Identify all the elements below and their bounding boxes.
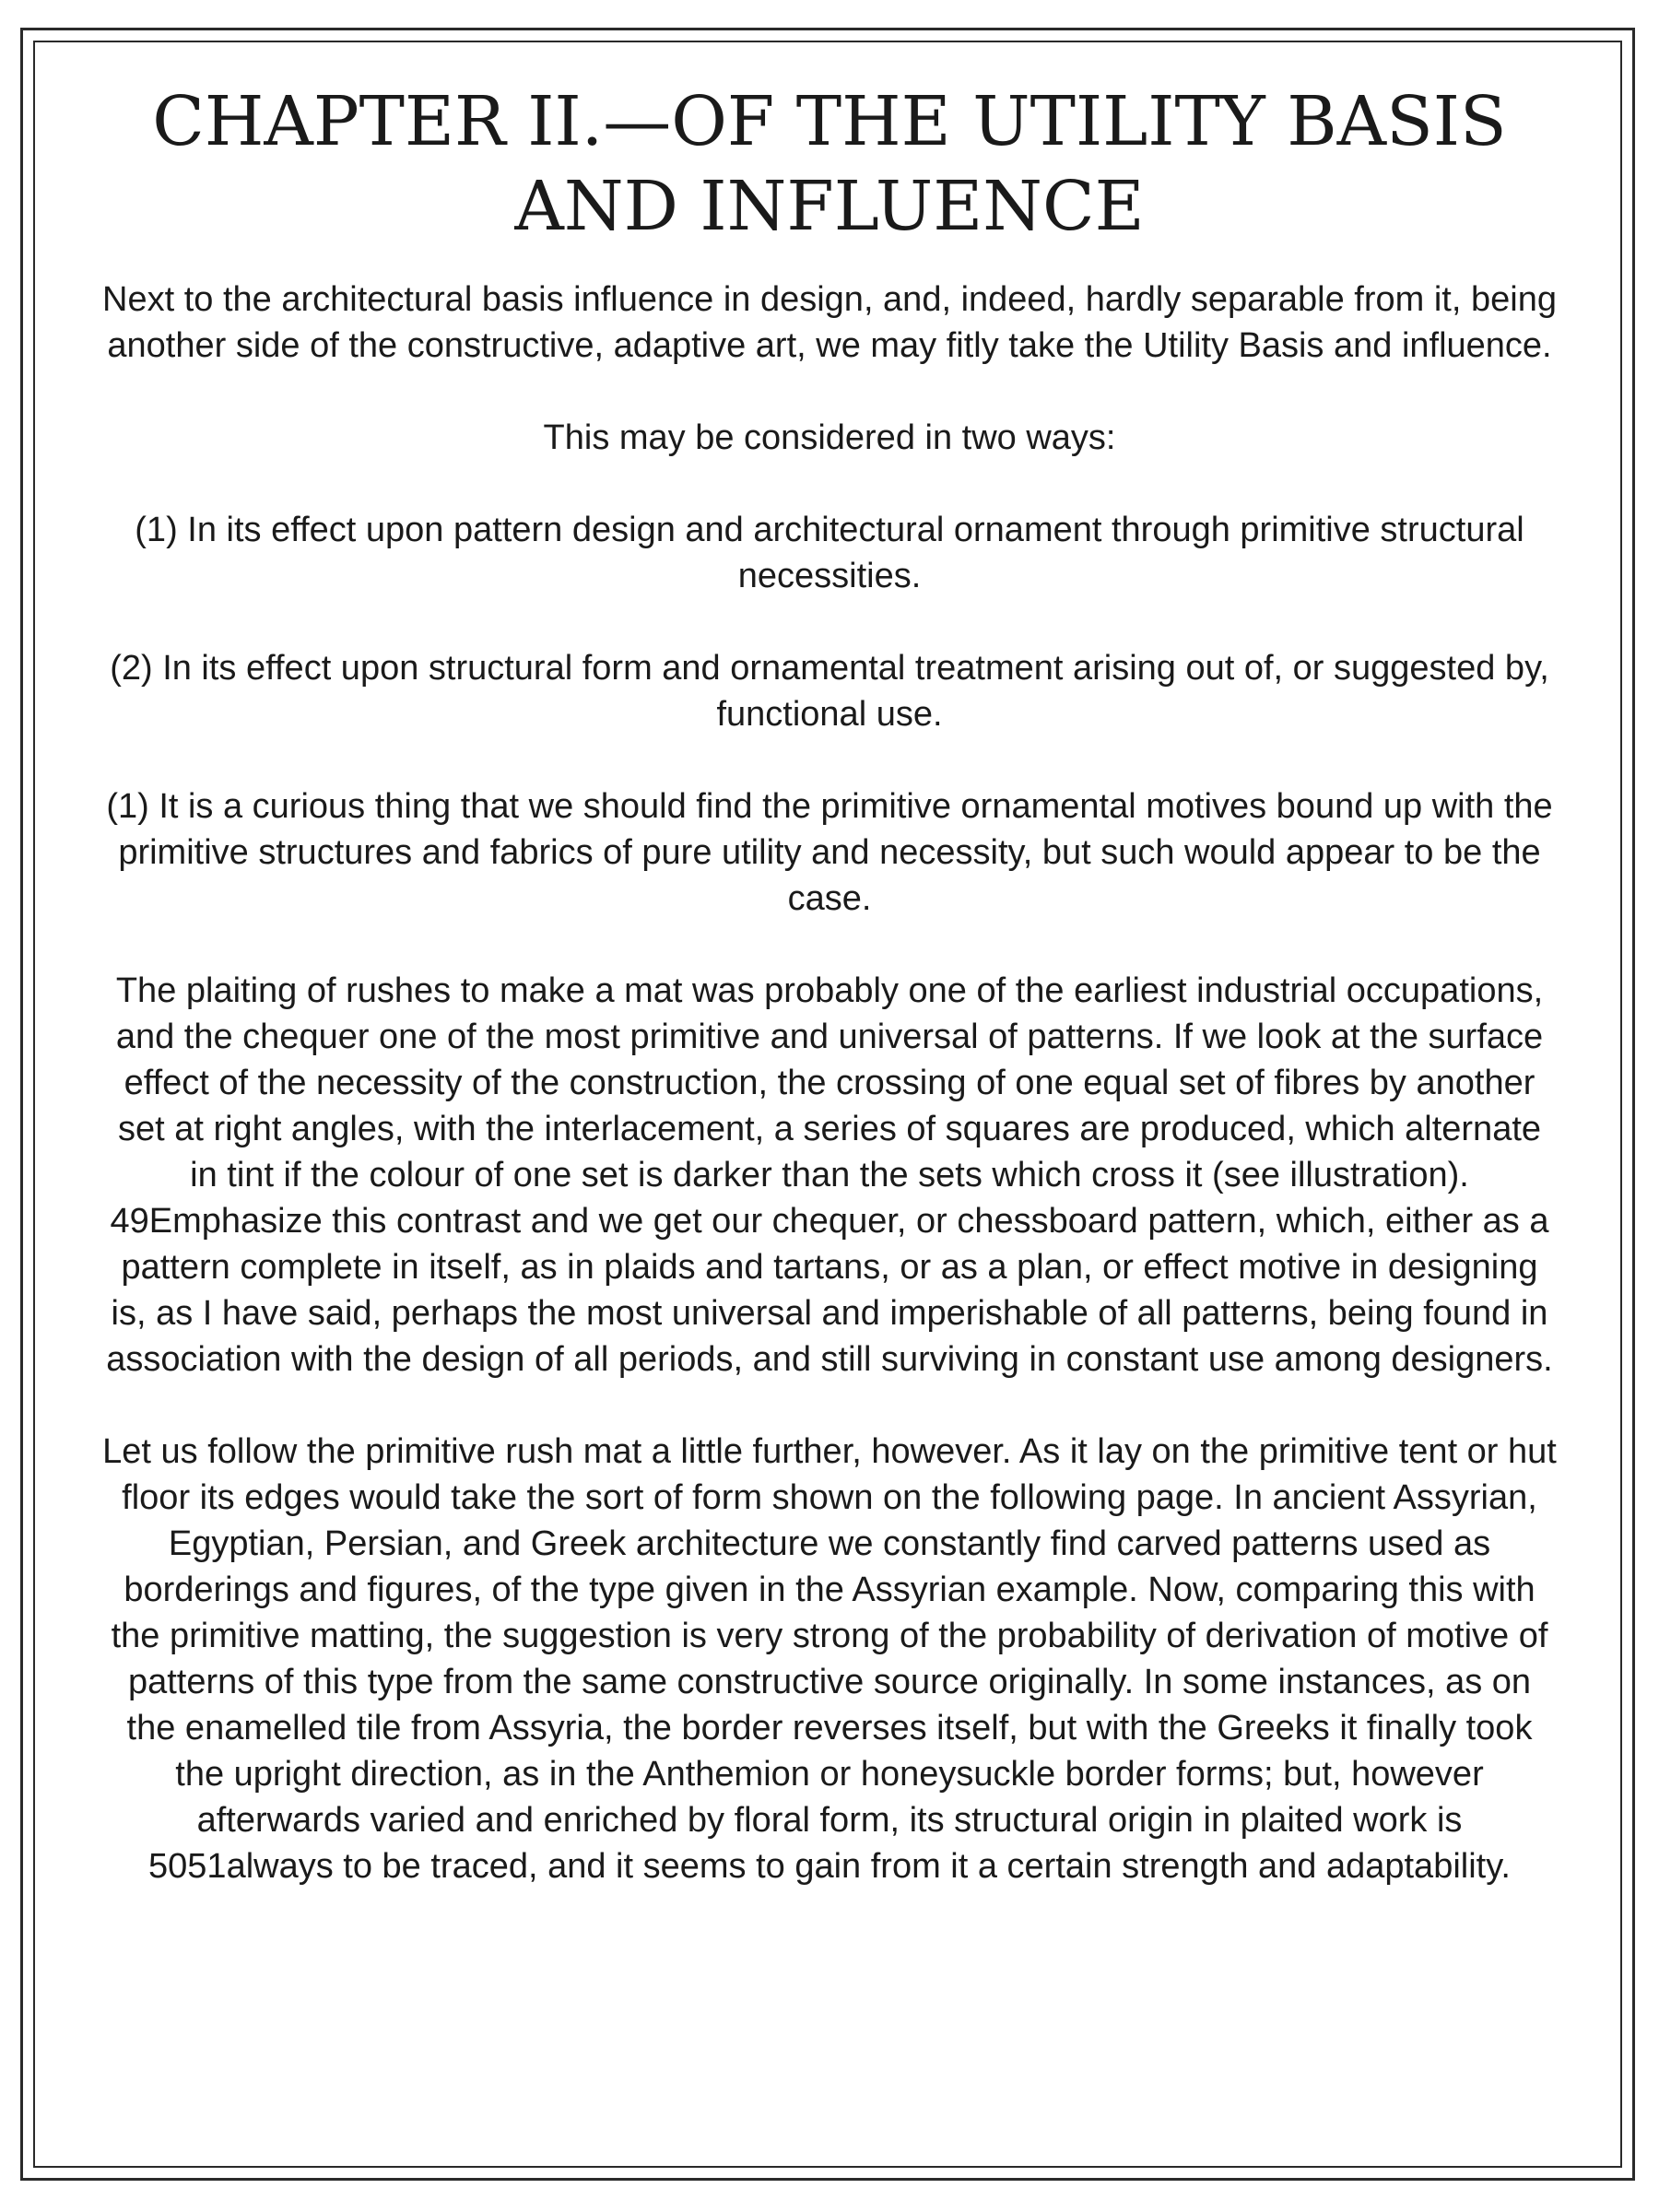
paragraph-point-1: (1) In its effect upon pattern design and architectural ornament through primitive structural necessities. xyxy=(135,511,1524,595)
chapter-title-line-2: AND INFLUENCE xyxy=(514,167,1145,246)
paragraph-intro: Next to the architectural basis influence in design, and, indeed, hardly separable from it, being another side of the constructive, adaptive art, we may fitly take the Utility Basis and influence. xyxy=(102,280,1557,365)
paragraph-curious-thing: (1) It is a curious thing that we should find the primitive ornamental motives bound up with the primitive structures and fabrics of pure utility and necessity, but such would appear to be the case. xyxy=(106,787,1553,918)
paragraph-point-2: (2) In its effect upon structural form and ornamental treatment arising out of, or suggested by, functional use. xyxy=(110,649,1549,734)
paragraph-rush-mat: Let us follow the primitive rush mat a little further, however. As it lay on the primitive tent or hut floor its edges would take the sort of form shown on the following page. In ancient Assyrian, Egyptian, Persian, and Greek architecture we constantly find carved patterns used as borderings and figures, of the type given in the Assyrian example. Now, comparing this with the primitive matting, the suggestion is very strong of the probability of derivation of motive of patterns of this type from the same constructive source originally. In some instances, as on the enamelled tile from Assyria, the border reverses itself, but with the Greeks it finally took the upright direction, as in the Anthemion or honeysuckle border forms; but, however afterwards varied and enriched by floral form, its structural origin in plaited work is 5051always to be traced, and it seems to gain from it a certain strength and adaptability. xyxy=(102,1432,1557,1886)
chapter-title xyxy=(101,79,1558,249)
page-content xyxy=(101,79,1558,1936)
paragraph-two-ways: This may be considered in two ways: xyxy=(543,418,1116,457)
paragraph-plaiting-rushes: The plaiting of rushes to make a mat was probably one of the earliest industrial occupations, and the chequer one of the most primitive and universal of patterns. If we look at the surface effect of the necessity of the construction, the crossing of one equal set of fibres by another set at right angles, with the interlacement, a series of squares are produced, which alternate in tint if the colour of one set is darker than the sets which cross it (see illustration). 49Emphasize this contrast and we get our chequer, or chessboard pattern, which, either as a pattern complete in itself, as in plaids and tartans, or as a plan, or effect motive in designing is, as I have said, perhaps the most universal and imperishable of all patterns, being found in association with the design of all periods, and still surviving in constant use among designers. xyxy=(106,971,1553,1379)
chapter-title-line-1: CHAPTER II.—OF THE UTILITY BASIS xyxy=(152,82,1507,161)
